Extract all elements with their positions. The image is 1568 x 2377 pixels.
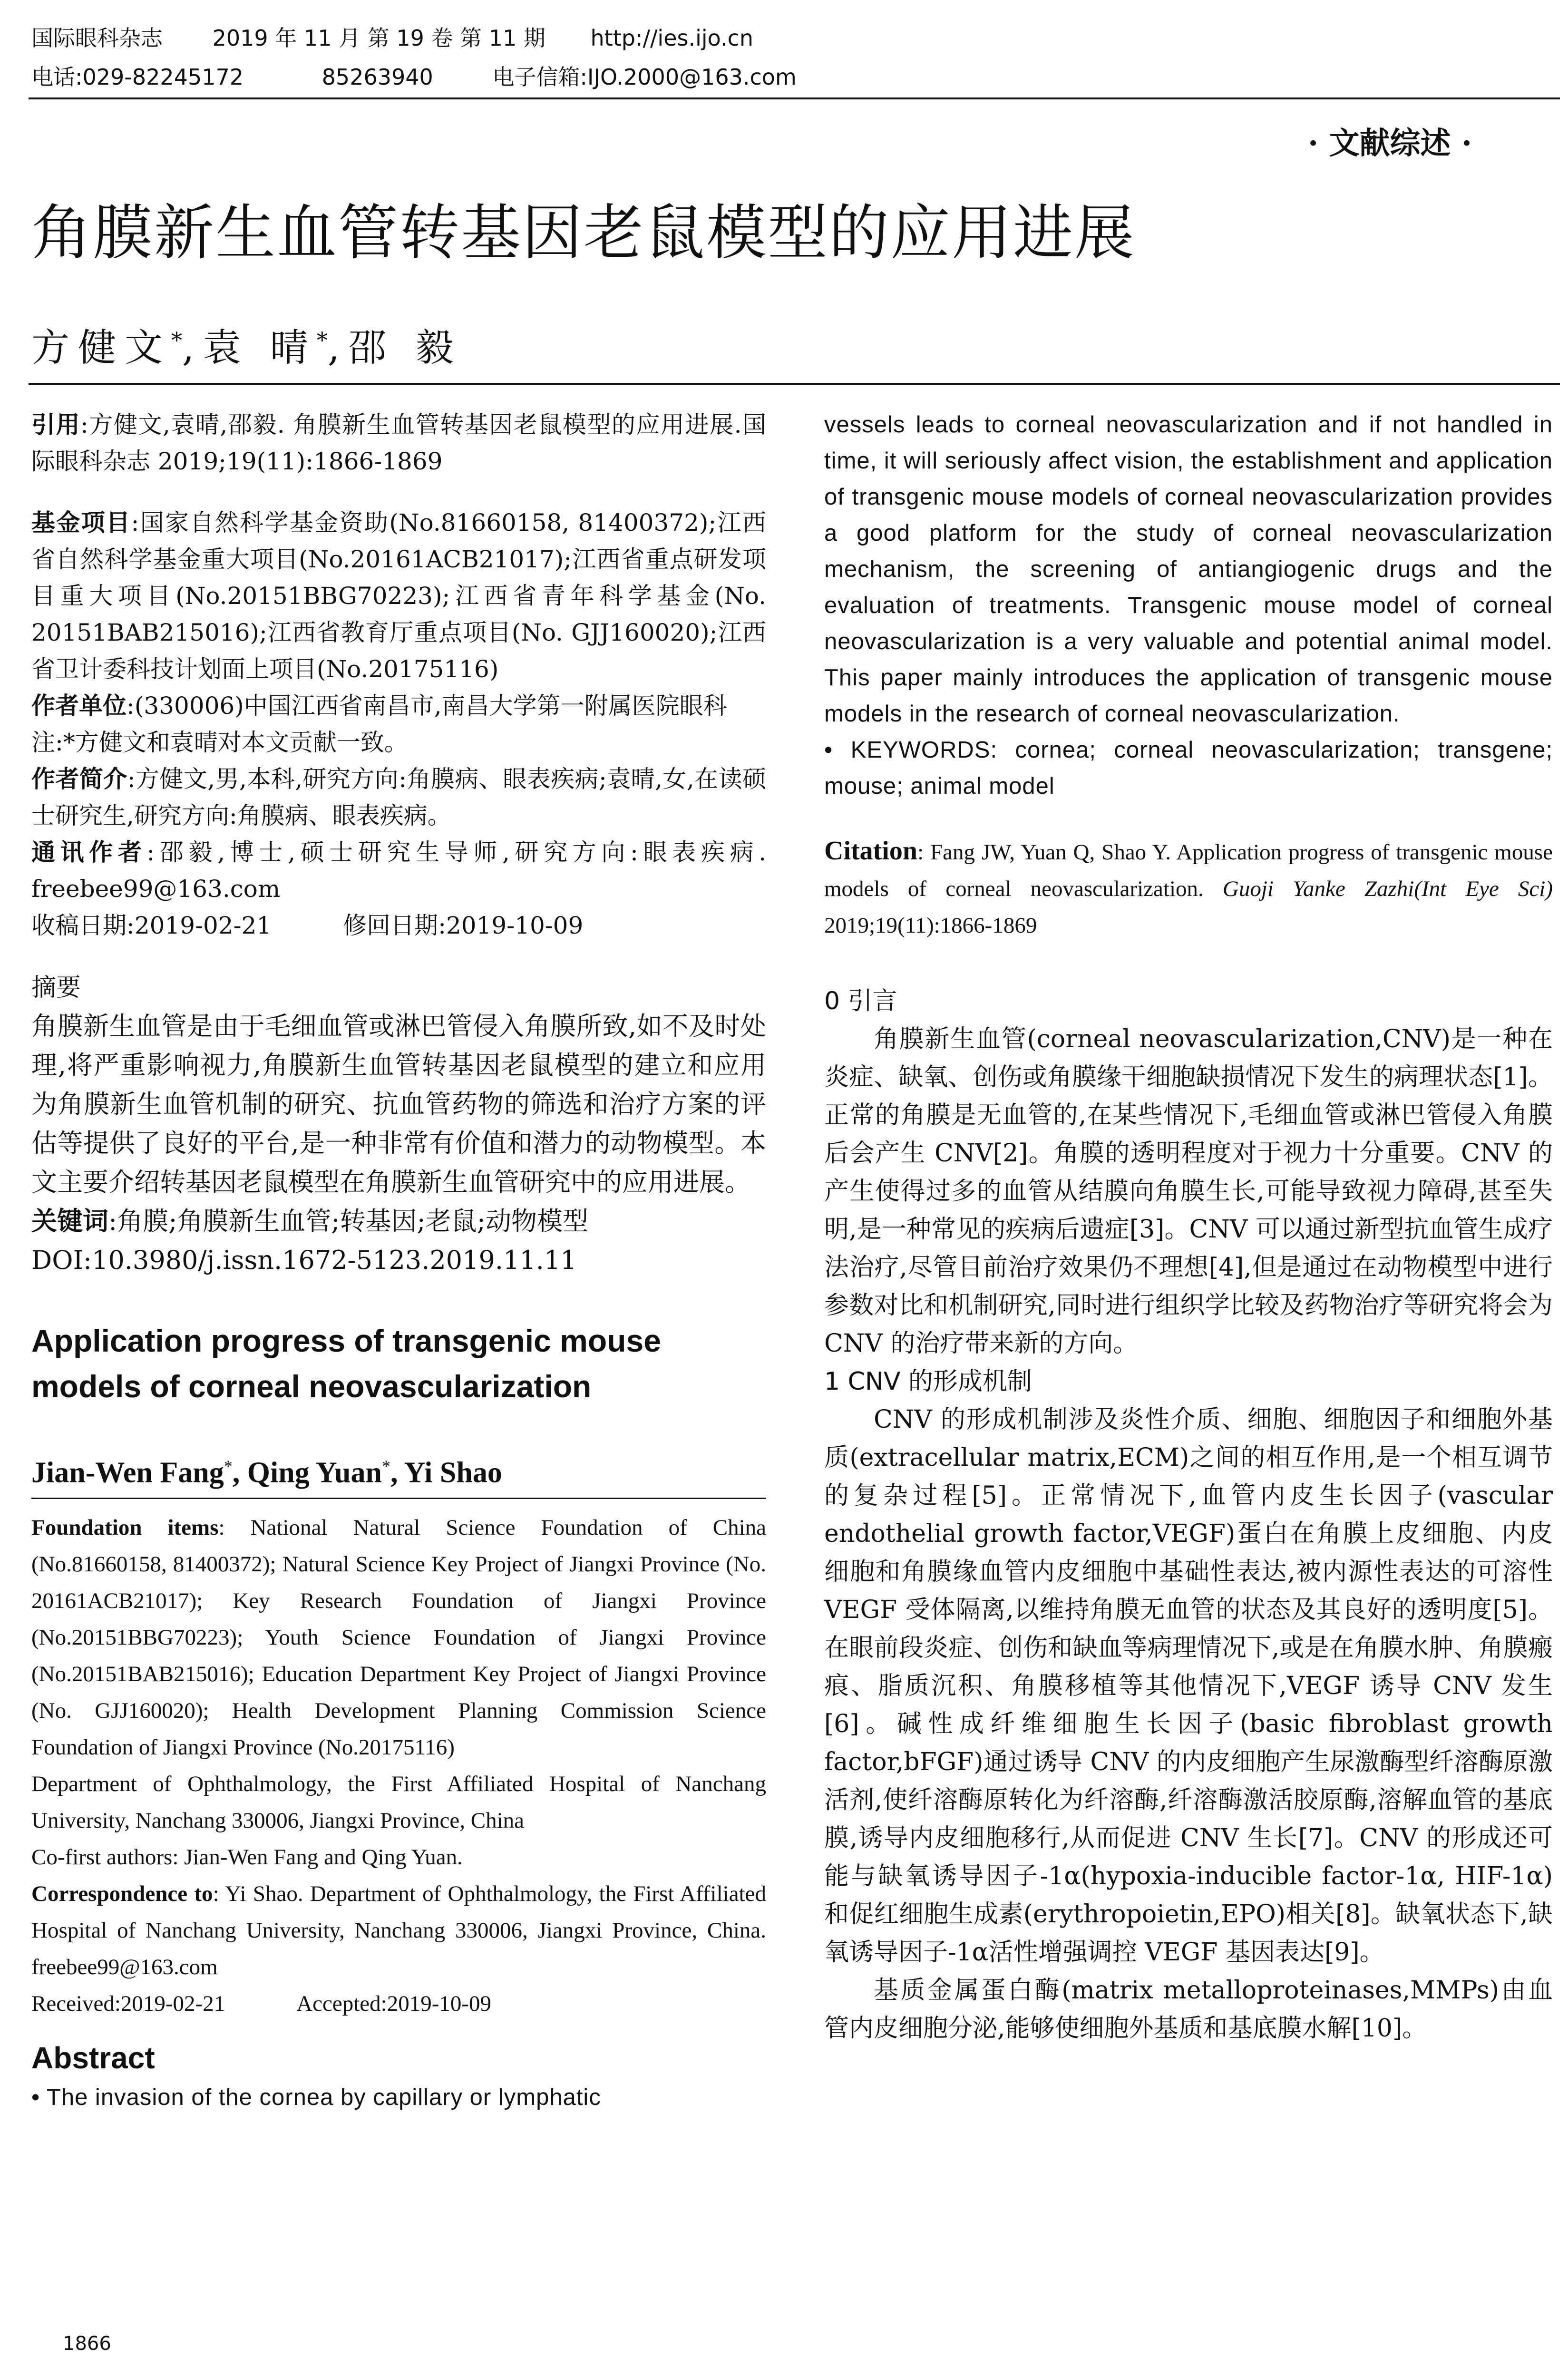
author-sep: ,: [182, 325, 203, 370]
abstract-cn: 角膜新生血管是由于毛细血管或淋巴管侵入角膜所致,如不及时处理,将严重影响视力,角膜新生血管转基因老鼠模型的建立和应用为角膜新生血管机制的研究、抗血管药物的筛选和治疗方案的评估等提供了良好的平台,是一种非常有价值和潜力的动物模型。本文主要介绍转基因老鼠模型在角膜新生血管研究中的应用进展。: [31, 1011, 766, 1197]
en-authors: Jian-Wen Fang*, Qing Yuan*, Yi Shao: [31, 1456, 502, 1489]
unit-cn: [31, 688, 766, 724]
section-1-head: 1 CNV 的形成机制: [824, 1367, 1032, 1396]
en-fund-text: : National Natural Science Foundation of China (No.81660158, 81400372); Natural Science Key Project of Jiangxi Province (No. 20161ACB21017); Key Research Foundation of Jiangxi Province (No.20151BBG70223); Youth Science Foundation of Jiangxi Province (No.20151BAB215016); Education Department Key Project of Jiangxi Province (No. GJJ160020); Health Development Planning Commission Science Foundation of Jiangxi Province (No.20175116): [31, 1515, 766, 1760]
fund-label: 基金项目: [31, 509, 131, 536]
author-2-mark: *: [316, 327, 328, 353]
author-1-mark: *: [171, 327, 182, 353]
citation-en-journal: Guoji Yanke Zazhi(Int Eye Sci): [1222, 877, 1553, 901]
en-accepted: Accepted:2019-10-09: [296, 1991, 492, 2016]
bio-cn: [31, 761, 766, 834]
authors-cn: [31, 316, 462, 372]
journal-header-line2: [31, 63, 797, 91]
citation-text: :方健文,袁晴,邵毅. 角膜新生血管转基因老鼠模型的应用进展.国际眼科杂志 2019;19(11):1866-1869: [31, 411, 767, 475]
journal-issue: 2019 年 11 月 第 19 卷 第 11 期: [212, 25, 545, 51]
en-cofirst: Co-first authors: Jian-Wen Fang and Qing Yuan.: [31, 1844, 463, 1870]
header-rule: [29, 97, 1560, 99]
article-type: · 文献综述 ·: [1308, 126, 1472, 161]
abstract-en-start: • The invasion of the cornea by capillary or lymphatic: [31, 2084, 601, 2110]
note-cn: 注:*方健文和袁晴对本文贡献一致。: [31, 729, 408, 756]
section-1-para1: CNV 的形成机制涉及炎性介质、细胞、细胞因子和细胞外基质(extracellular matrix,ECM)之间的相互作用,是一个相互调节的复杂过程[5]。正常情况下,血管内皮生长因子(vascular endothelial growth factor,VEGF)蛋白在角膜上皮细胞、内皮细胞和角膜缘血管内皮细胞中基础性表达,被内源性表达的可溶性 VEGF 受体隔离,以维持角膜无血管的状态及其良好的透明度[5]。在眼前段炎症、创伤和缺血等病理情况下,或是在角膜水肿、角膜瘢痕、脂质沉积、角膜移植等其他情况下,VEGF 诱导 CNV 发生[6]。碱性成纤维细胞生长因子(basic fibroblast growth factor,bFGF)通过诱导 CNV 的内皮细胞产生尿激酶型纤溶酶原激活剂,使纤溶酶原转化为纤溶酶,纤溶酶激活胶原酶,溶解血管的基底膜,诱导内皮细胞移行,从而促进 CNV 生长[7]。CNV 的形成还可能与缺氧诱导因子-1α(hypoxia-inducible factor-1α, HIF-1α)和促红细胞生成素(erythropoietin,EPO)相关[8]。缺氧状态下,缺氧诱导因子-1α活性增强调控 VEGF 基因表达[9]。: [824, 1405, 1553, 1967]
section-1-para2: 基质金属蛋白酶(matrix metalloproteinases,MMPs)由血管内皮细胞分泌,能够使细胞外基质和基底膜水解[10]。: [824, 1976, 1553, 2043]
keywords-en: • KEYWORDS: cornea; corneal neovascularization; transgene; mouse; animal model: [824, 737, 1553, 799]
section-0-head: 0 引言: [824, 987, 897, 1015]
en-corr: [31, 1876, 766, 1986]
en-fund: [31, 1510, 766, 1766]
citation-en: [824, 833, 1553, 944]
corr-label: 通讯作者: [31, 838, 147, 866]
keywords-text: :角膜;角膜新生血管;转基因;老鼠;动物模型: [108, 1206, 588, 1236]
citation-en-text: : Fang JW, Yuan Q, Shao Y. Application progress of transgenic mouse models of corneal neovascularization.: [824, 840, 1553, 901]
en-author-2: Qing Yuan: [247, 1456, 382, 1489]
revised-date: 修回日期:2019-10-09: [343, 912, 584, 939]
bio-label: 作者简介: [31, 765, 127, 793]
en-author-3: Yi Shao: [404, 1456, 502, 1489]
journal-phone: 电话:029-82245172: [31, 64, 244, 90]
corr-cn: [31, 834, 766, 907]
en-corr-text: : Yi Shao. Department of Ophthalmology, the First Affiliated Hospital of Nanchang University, Nanchang 330006, Jiangxi Province, China. freebee99@163.com: [31, 1881, 767, 1979]
abstract-en-cont: vessels leads to corneal neovascularization and if not handled in time, it will seriously affect vision, the establishment and application of transgenic mouse models of corneal neovascularization provides a good platform for the study of corneal neovascularization mechanism, the screening of antiangiogenic drugs and the evaluation of treatments. Transgenic mouse model of corneal neovascularization is a very valuable and potential animal model. This paper mainly introduces the application of transgenic mouse models in the research of corneal neovascularization.: [824, 412, 1553, 727]
author-3: 邵 毅: [348, 325, 462, 370]
en-fund-label: Foundation items: [31, 1515, 219, 1540]
bio-text: :方健文,男,本科,研究方向:角膜病、眼表疾病;袁晴,女,在读硕士研究生,研究方向:角膜病、眼表疾病。: [31, 765, 766, 829]
journal-url[interactable]: http://ies.ijo.cn: [590, 25, 754, 51]
author-sep: ,: [327, 325, 349, 370]
en-received: Received:2019-02-21: [31, 1991, 225, 2016]
section-0-para: 角膜新生血管(corneal neovascularization,CNV)是一种在炎症、缺氧、创伤或角膜缘干细胞缺损情况下发生的病理状态[1]。正常的角膜是无血管的,在某些情况下,毛细血管或淋巴管侵入角膜后会产生 CNV[2]。角膜的透明程度对于视力十分重要。CNV 的产生使得过多的血管从结膜向角膜生长,可能导致视力障碍,甚至失明,是一种常见的疾病后遗症[3]。CNV 可以通过新型抗血管生成疗法治疗,尽管目前治疗效果仍不理想[4],但是通过在动物模型中进行参数对比和机制研究,同时进行组织学比较及药物治疗等研究将会为 CNV 的治疗带来新的方向。: [824, 1025, 1553, 1358]
en-author-1-mark: *: [224, 1457, 233, 1476]
doi[interactable]: DOI:10.3980/j.issn.1672-5123.2019.11.11: [31, 1245, 577, 1275]
citation-en-tail: 2019;19(11):1866-1869: [824, 913, 1037, 938]
journal-name: 国际眼科杂志: [31, 25, 163, 51]
title-rule: [29, 383, 1560, 385]
page-title: 角膜新生血管转基因老鼠模型的应用进展: [31, 198, 1136, 268]
abstract-en-head: Abstract: [31, 2040, 155, 2075]
en-authors-rule: [31, 1498, 766, 1499]
citation-label: 引用: [31, 411, 81, 438]
left-column: [31, 407, 766, 2115]
abstract-head: 摘要: [31, 974, 81, 1002]
journal-header-line1: [31, 24, 753, 52]
corr-text: :邵毅,博士,硕士研究生导师,研究方向:眼表疾病. freebee99@163.com: [31, 838, 767, 903]
citation-en-label: Citation: [824, 836, 917, 866]
author-1: 方健文: [31, 325, 171, 370]
en-title: Application progress of transgenic mouse models of corneal neovascularization: [31, 1323, 661, 1404]
fund-cn: [31, 505, 766, 688]
en-author-1: Jian-Wen Fang: [31, 1456, 224, 1489]
en-author-2-mark: *: [381, 1457, 390, 1476]
right-column: [824, 407, 1553, 2047]
unit-text: :(330006)中国江西省南昌市,南昌大学第一附属医院眼科: [127, 692, 727, 720]
fund-text: :国家自然科学基金资助(No.81660158, 81400372);江西省自然科学基金重大项目(No.20161ACB21017);江西省重点研发项目重大项目(No.20151BBG70223);江西省青年科学基金(No. 20151BAB215016);江西省教育厅重点项目(No. GJJ160020);江西省卫计委科技计划面上项目(No.20175116): [31, 509, 767, 683]
dates-cn: [31, 907, 766, 944]
unit-label: 作者单位: [31, 692, 127, 720]
journal-phone2: 85263940: [321, 64, 433, 90]
received-date: 收稿日期:2019-02-21: [31, 912, 272, 939]
citation-cn: [31, 407, 766, 480]
en-corr-label: Correspondence to: [31, 1881, 213, 1906]
en-dept: Department of Ophthalmology, the First Affiliated Hospital of Nanchang University, Nanchang 330006, Jiangxi Province, China: [31, 1771, 766, 1833]
page-number: 1866: [63, 2333, 111, 2355]
keywords-label: 关键词: [31, 1206, 108, 1236]
journal-email: 电子信箱:IJO.2000@163.com: [492, 64, 797, 90]
en-dates: [31, 1986, 766, 2022]
keywords-cn: [31, 1202, 766, 1241]
author-2: 袁 晴: [203, 325, 317, 370]
